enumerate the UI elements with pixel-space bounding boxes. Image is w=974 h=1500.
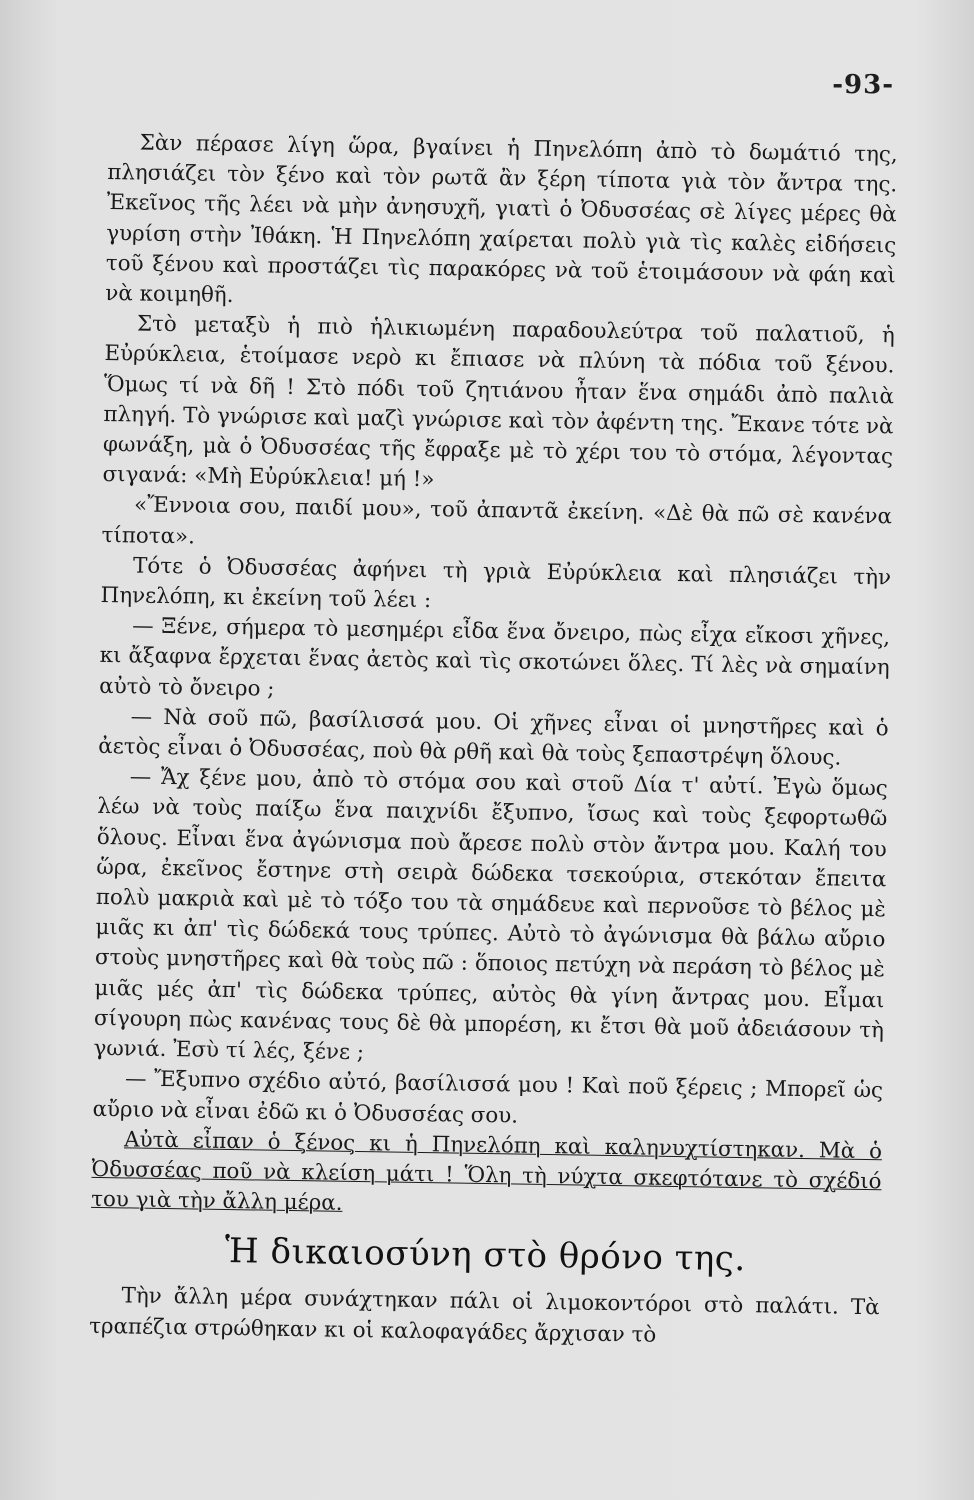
paragraph-eurycleia-recognizes: Στὸ μεταξὺ ἡ πιὸ ἡλικιωμένη παραδουλεύτρα τοῦ παλατιοῦ, ἡ Εὐρύκλεια, ἑτοίμασε νερὸ κι ἔπιασε νὰ πλύνη τὰ πόδια τοῦ ξένου. Ὅμως τί νὰ δῆ ! Στὸ πόδι τοῦ ζητιάνου ἦταν ἕνα σημάδι ἀπὸ παλιὰ πληγή. Τὸ γνώρισε καὶ μαζὶ γνώρισε καὶ τὸν ἀφέντη της. Ἔκανε τότε νὰ φωνάξη, μὰ ὁ Ὀδυσσέας τῆς ἔφραξε μὲ τὸ χέρι του τὸ στόμα, λέγοντας σιγανά: «Μὴ Εὐρύκλεια! μή !» [102, 311, 896, 493]
section-heading: Ἡ δικαιοσύνη στὸ θρόνο της. [224, 1231, 747, 1280]
paragraph-eurycleia-reply: «Ἔννοια σου, παιδί μου», τοῦ ἀπαντᾶ ἐκείνη. «Δὲ θὰ πῶ σὲ κανένα τίποτα». [101, 492, 893, 550]
page-body [89, 128, 898, 1354]
paragraph-odysseus-approaches: Τότε ὁ Ὀδυσσέας ἀφήνει τὴ γριὰ Εὐρύκλεια καὶ πλησιάζει τὴν Πηνελόπη, κι ἐκείνη τοῦ λέει : [100, 553, 892, 614]
paragraph-clever-plan: — Ἔξυπνο σχέδιο αὐτό, βασίλισσά μου ! Καὶ ποῦ ξέρεις ; Μπορεῖ ὡς αὔριο νὰ εἶναι ἐδῶ κι ὁ Ὀδυσσέας σου. [92, 1066, 884, 1129]
paragraph-next-day: Τὴν ἄλλη μέρα συνάχτηκαν πάλι οἱ λιμοκοντόροι στὸ παλάτι. Τὰ τραπέζια στρώθηκαν κι οἱ καλοφαγάδες ἄρχισαν τὸ [88, 1283, 880, 1348]
paragraph-goodnight: Αὐτὰ εἶπαν ὁ ξένος κι ἡ Πηνελόπη καὶ καληνυχτίστηκαν. Μὰ ὁ Ὀδυσσέας ποῦ νὰ κλείση μάτι ! Ὅλη τὴ νύχτα σκεφτότανε τὸ σχέδιό του γιὰ τὴν ἄλλη μέρα. [90, 1127, 883, 1216]
paragraph-dream-interpretation: — Νὰ σοῦ πῶ, βασίλισσά μου. Οἱ χῆνες εἶναι οἱ μνηστῆρες καὶ ὁ ἀετὸς εἶναι ὁ Ὀδυσσέας, ποὺ θὰ ρθῆ καὶ θὰ τοὺς ξεπαστρέψη ὅλους. [98, 704, 889, 771]
paragraph-penelope-asks: Σὰν πέρασε λίγη ὥρα, βγαίνει ἡ Πηνελόπη ἀπὸ τὸ δωμάτιό της, πλησιάζει τὸν ξένο καὶ τὸν ρωτᾶ ἂν ξέρη τίποτα γιὰ τὸν ἄντρα της. Ἐκεῖνος τῆς λέει νὰ μὴν ἀνησυχῆ, γιατὶ ὁ Ὀδυσσέας σὲ λίγες μέρες θὰ γυρίση στὴν Ἰθάκη. Ἡ Πηνελόπη χαίρεται πολὺ γιὰ τὶς καλὲς εἰδήσεις τοῦ ξένου καὶ προστάζει τὶς παρακόρες νὰ τοῦ ἑτοιμάσουν νὰ φάη καὶ νὰ κοιμηθῆ. [105, 130, 898, 309]
paragraph-contest-plan: — Ἄχ ξένε μου, ἀπὸ τὸ στόμα σου καὶ στοῦ Δία τ' αὐτί. Ἐγὼ ὅμως λέω νὰ τοὺς παίξω ἕνα παιχνίδι ἔξυπνο, ἴσως καὶ τοὺς ξεφορτωθῶ ὅλους. Εἶναι ἕνα ἀγώνισμα ποὺ ἄρεσε πολὺ στὸν ἄντρα μου. Καλή του ὥρα, ἐκεῖνος ἔστηνε στὴ σειρὰ δώδεκα τσεκούρια, στεκόταν ἔπειτα πολὺ μακριὰ καὶ μὲ τὸ τόξο του τὰ σημάδευε καὶ περνοῦσε τὸ βέλος μὲ μιᾶς κι ἀπ' τὶς δώδεκά τους τρύπες. Αὐτὸ τὸ ἀγώνισμα θὰ βάλω αὔριο στοὺς μνηστῆρες καὶ θὰ τοὺς πῶ : ὅποιος πετύχη νὰ περάση τὸ βέλος μὲ μιᾶς μές ἀπ' τὶς δώδεκα τρύπες, αὐτὸς θὰ γίνη ἄντρας μου. Εἶμαι σίγουρη πὼς κανένας τους δὲ θὰ μπορέση, κι ἔτσι θὰ μοῦ ἀδειάσουν τὴ γωνιά. Ἐσὺ τί λές, ξένε ; [93, 764, 888, 1066]
page-number: -93- [832, 70, 894, 100]
paragraph-dream: — Ξένε, σήμερα τὸ μεσημέρι εἶδα ἕνα ὄνειρο, πὼς εἶχα εἴκοσι χῆνες, κι ἄξαφνα ἔρχεται ἕνας ἀετὸς καὶ τὶς σκοτώνει ὅλες. Τί λὲς νὰ σημαίνη αὐτὸ τὸ ὄνειρο ; [99, 613, 891, 702]
